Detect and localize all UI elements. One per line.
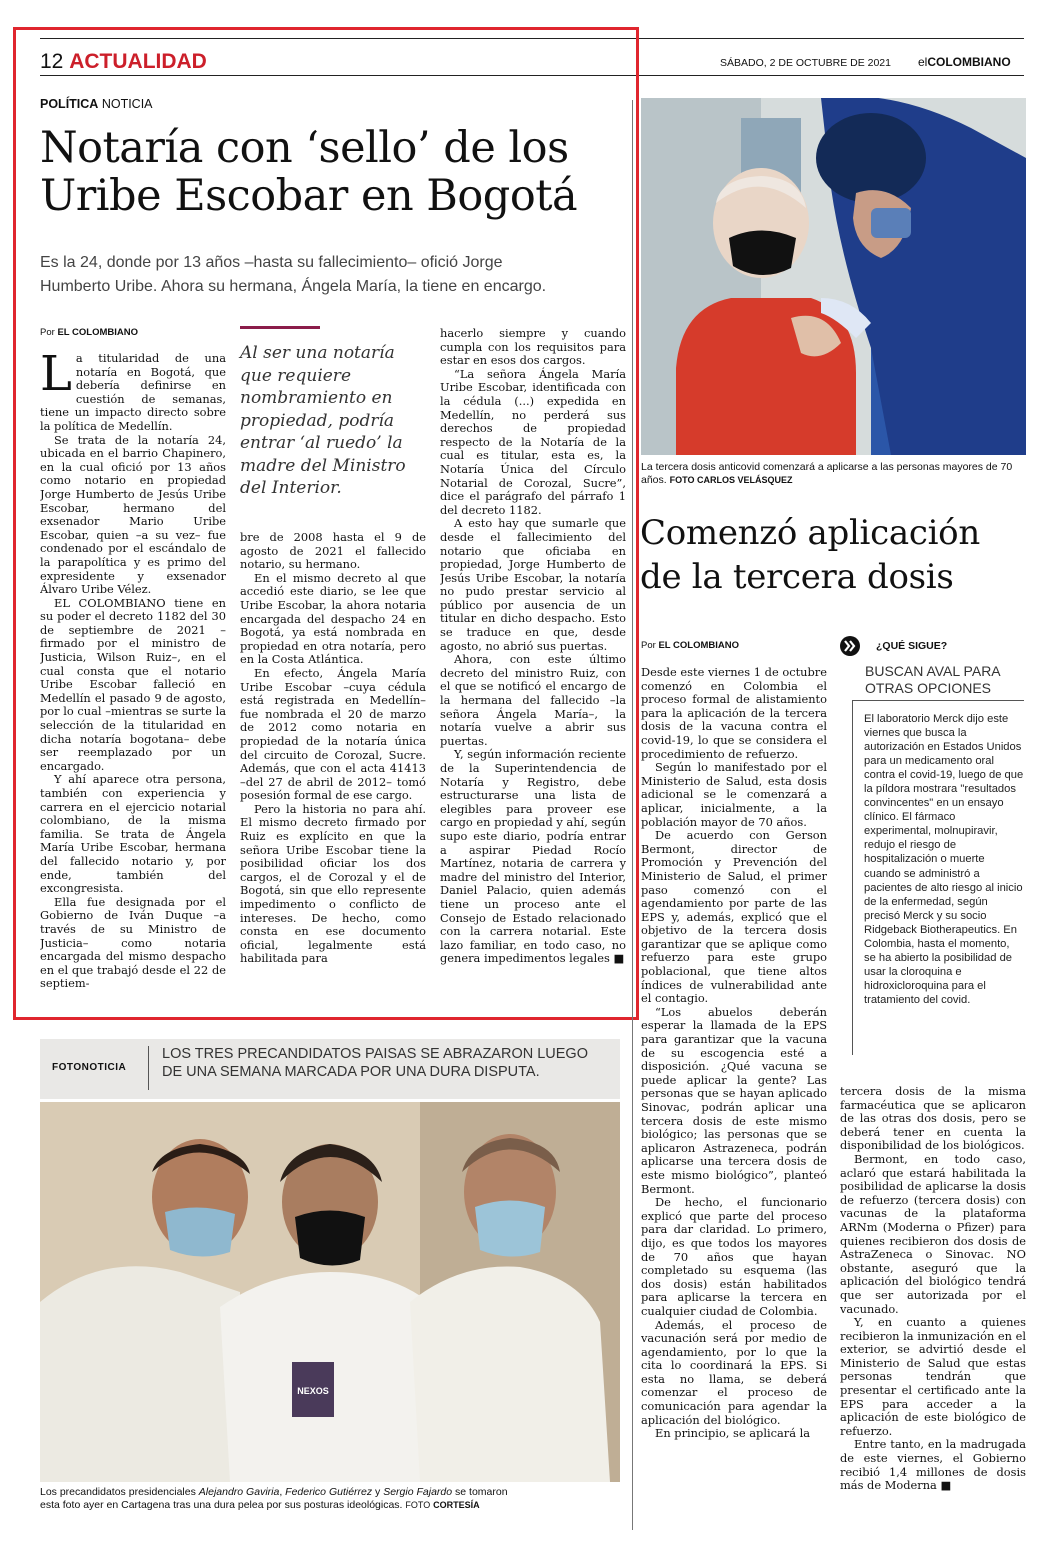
candidates-photo xyxy=(40,1102,620,1482)
vaccination-photo xyxy=(641,98,1026,455)
sidebar-left-rule xyxy=(852,700,853,1055)
article-headline: Notaría con ‘sello’ de los Uribe Escobar en Bogotá xyxy=(40,123,578,221)
article-dek: Es la 24, donde por 13 años –hasta su fallecimiento– ofició Jorge Humberto Uribe. Ahora su hermana, Ángela María, la tiene en encargo. xyxy=(40,254,547,295)
fotonoticia-title: LOS TRES PRECANDIDATOS PAISAS SE ABRAZARON LUEGO DE UNA SEMANA MARCADA POR UNA DURA DISPUTA. xyxy=(162,1046,588,1080)
article2-headline: Comenzó aplicación de la tercera dosis xyxy=(640,513,980,597)
article-column-2: bre de 2008 hasta el 9 de agosto de 2021 el fallecido notario, su hermano. En el mismo decreto al que accedió este diario, se lee que Uribe Escobar, la ahora notaria encargada del despacho 24 en Bogotá, ya está nombrada en propiedad en otra notaría, pero en la Costa Atlántica. En efecto, Ángela María Uribe Escobar –cuya cédula está registrada en Medellín– fue nombrada el 20 de marzo de 2012 como notaria en propiedad de la notaría única del circuito de Corozal, Sucre. Además, que con el acta 41413 –del 27 de abril de 2012– tomó posesión formal de ese cargo. Pero la historia no para ahí. El mismo decreto firmado por Ruiz es explícito en que la señora Uribe Escobar tiene la posibilidad oficiar los dos cargos, el de Corozal y el de Bogotá, sin que ello represente impedimento o conflicto de intereses. De hecho, como consta en ese documento oficial, legalmente está habilitada para xyxy=(240,531,426,966)
issue-date: SÁBADO, 2 DE OCTUBRE DE 2021 xyxy=(720,57,891,69)
sidebar-title: BUSCAN AVAL PARA OTRAS OPCIONES xyxy=(865,663,1001,696)
article2-column-2: tercera dosis de la misma farmacéutica que se aplicaron de las otras dos dosis, pero se deberá tener en cuenta la disponibilidad de los biológicos. Bermont, en todo caso, aclaró que estará habilitada la posibilidad de aplicarse la dosis de refuerzo (tercera dosis) con vacunas de la plataforma ARNm (Moderna o Pfizer) para quienes recibieron dos dosis de AstraZeneca o Sinovac. NO obstante, aseguró que la aplicación del biológico tendrá que ser autorizada por el vacunado. Y, en cuanto a quienes recibieron la inmunización en el exterior, se advirtió desde el Ministerio de Salud que estas personas tendrán que presentar el certificado ante la EPS para acceder a la aplicación de este biológico de refuerzo. Entre tanto, en la madrugada de este viernes, el Gobierno recibió 1,4 millones de dosis más de Moderna ■ xyxy=(840,1085,1026,1493)
article2-column-1: Desde este viernes 1 de octubre comenzó en Colombia el proceso formal de alistamiento para la aplicación de la tercera dosis de la vacuna contra el covid-19, lo que se considera el procedimiento de refuerzo. Según lo manifestado por el Ministerio de Salud, esta dosis adicional se le comenzará a aplicar, inicialmente, a la población mayor de 70 años. De acuerdo con Gerson Bermont, director de Promoción y Prevención del Ministerio de Salud, el primer paso comenzó con el agendamiento por parte de las EPS y, además, explicó que el objetivo de la tercera dosis garantizar que se aplique como refuerzo para este grupo poblacional, que tiene altos índices de vulnerabilidad ante el contagio. “Los abuelos deberán esperar la llamada de la EPS para garantizar que la vacuna de su escogencia esté a disposición. ¿Qué vacuna se puede aplicar la gente? Las personas que se hayan aplicado Sinovac, podrán aplicar una tercera dosis de este mismo biológico; las personas que se aplicaron Astrazeneca, podrán aplicarse una tercera dosis de este mismo biológico”, planteó Bermont. De hecho, el funcionario explicó que parte del proceso para dar claridad. Lo primero, dijo, es que todos los mayores de 70 años que hayan completado su esquema (las dos dosis) están habilitados para aplicarse la tercera en cualquier ciudad de Colombia. Además, el proceso de vacunación será por medio de agendamiento, por lo que la cita lo coordinará la EPS. Si esta no llama, se deberá comenzar el proceso de comunicación para agendar la aplicación del biológico. En principio, se aplicará la xyxy=(641,666,827,1441)
sidebar-rule xyxy=(852,700,1024,701)
vaccination-photo-illustration xyxy=(641,98,1026,455)
double-chevron-icon xyxy=(840,636,860,656)
candidates-caption: Los precandidatos presidenciales Alejandro Gaviria, Federico Gutiérrez y Sergio Fajardo se tomaron esta foto ayer en Cartagena tras una dura pelea por sus posturas ideológicas. FOTO CORTESÍA xyxy=(40,1486,508,1511)
article2-byline: Por EL COLOMBIANO xyxy=(641,640,740,651)
column-divider xyxy=(632,100,633,1530)
article-column-1: L a titularidad de una notaría en Bogotá, que debería definirse en cuestión de semanas, tiene un impacto directo sobre la política de Medellín. Se trata de la notaría 24, ubicada en el barrio Chapinero, en la cual ofició por 13 años como notario en propiedad Jorge Humberto de Jesús Uribe Escobar, hermano del exsenador Mario Uribe Escobar, quien –a su vez– fue condenado por el escándalo de la parapolítica y es primo del expresidente y exsenador Álvaro Uribe Vélez. EL COLOMBIANO tiene en su poder el decreto 1182 del 30 de septiembre de 2021 –firmado por el ministro de Justicia, Wilson Ruiz–, en el cual consta que el notario Uribe Escobar falleció en Medellín el pasado 9 de agosto, por lo cual –mientras se surte la selección de la titularidad en dicha notaría bogotana– debe ser reemplazado por un encargado. Y ahí aparece otra persona, también con experiencia y carrera en el ejercicio notarial colombiano, de la misma familia. Se trata de Ángela María Uribe Escobar, hermana del fallecido notario y, por ende, también del excongresista. Ella fue designada por el Gobierno de Iván Duque –a través de su Ministro de Justicia– como notaria encargada del mismo despacho en el que trabajó desde el 22 de septiem- xyxy=(40,352,226,991)
article-column-3: hacerlo siempre y cuando cumpla con los requisitos para estar en esos dos cargos. “La señora Ángela María Uribe Escobar, identificada con la cédula (...) expedida en Medellín, no perderá sus derechos de propiedad respecto de la Notaría de la cual es titular, esta es, la Notaría Única del Círculo Notarial de Corozal, Sucre”, dice el parágrafo del párrafo 1 del decreto 1182. A esto hay que sumarle que desde el fallecimiento del notario que oficiaba en propiedad, Jorge Humberto de Jesús Uribe Escobar, la notaría no pudo prestar servicio al público por ausencia de un titular en dicho despacho. Esto se traduce en que, desde agosto, no abrió sus puertas. Ahora, con este último decreto del ministro Ruiz, con el que se notificó el encargo de la hermana del fallecido –la señora Ángela María–, la notaría vuelve a abrir sus puertas. Y, según información reciente de la Superintendencia de Notaría y Registro, debe estructurarse una lista de elegibles para proveer ese cargo en propiedad y ahí, según supo este diario, podría entrar a aspirar Piedad Rocío Martínez, notaria de carrera y madre del ministro del Interior, Daniel Palacio, quien además tiene un proceso ante el Consejo de Estado relacionado con la carrera notarial. Este lazo familiar, en todo caso, no genera impedimentos legales ■ xyxy=(440,327,626,966)
drop-cap: L xyxy=(40,352,72,402)
sidebar-body: El laboratorio Merck dijo este viernes que busca la autorización en Estados Unidos para un medicamento oral contra el covid-19, luego de que la píldora mostrara "resultados convincentes" en un ensayo clínico. El fármaco experimental, molnupiravir, redujo el riesgo de hospitalización o muerte cuando se administró a pacientes de alto riesgo al inicio de la enfermedad, según precisó Merck y su socio Ridgeback Biotherapeutics. En Colombia, hasta el momento, se ha abierto la posibilidad de usar la cloroquina e hidroxicloroquina para el tratamiento del covid. xyxy=(864,713,1024,1006)
pull-quote: Al ser una notaría que requiere nombramiento en propiedad, podría entrar ‘al ruedo’ la madre del Ministro del Interior. xyxy=(240,343,406,498)
masthead: elCOLOMBIANO xyxy=(918,55,1011,69)
kicker: POLÍTICA NOTICIA xyxy=(40,97,153,111)
candidates-photo-illustration xyxy=(40,1102,620,1482)
fotonoticia-label: FOTONOTICIA xyxy=(52,1062,127,1073)
vaccination-caption: La tercera dosis anticovid comenzará a aplicarse a las personas mayores de 70 años. FOTO CARLOS VELÁSQUEZ xyxy=(641,461,1013,486)
section-name: ACTUALIDAD xyxy=(69,50,207,73)
fotonoticia-divider xyxy=(148,1046,149,1090)
event-badge: NEXOS xyxy=(297,1386,329,1396)
page-number: 12 xyxy=(40,50,64,73)
pullquote-rule xyxy=(240,326,320,329)
article-byline: Por EL COLOMBIANO xyxy=(40,327,139,338)
